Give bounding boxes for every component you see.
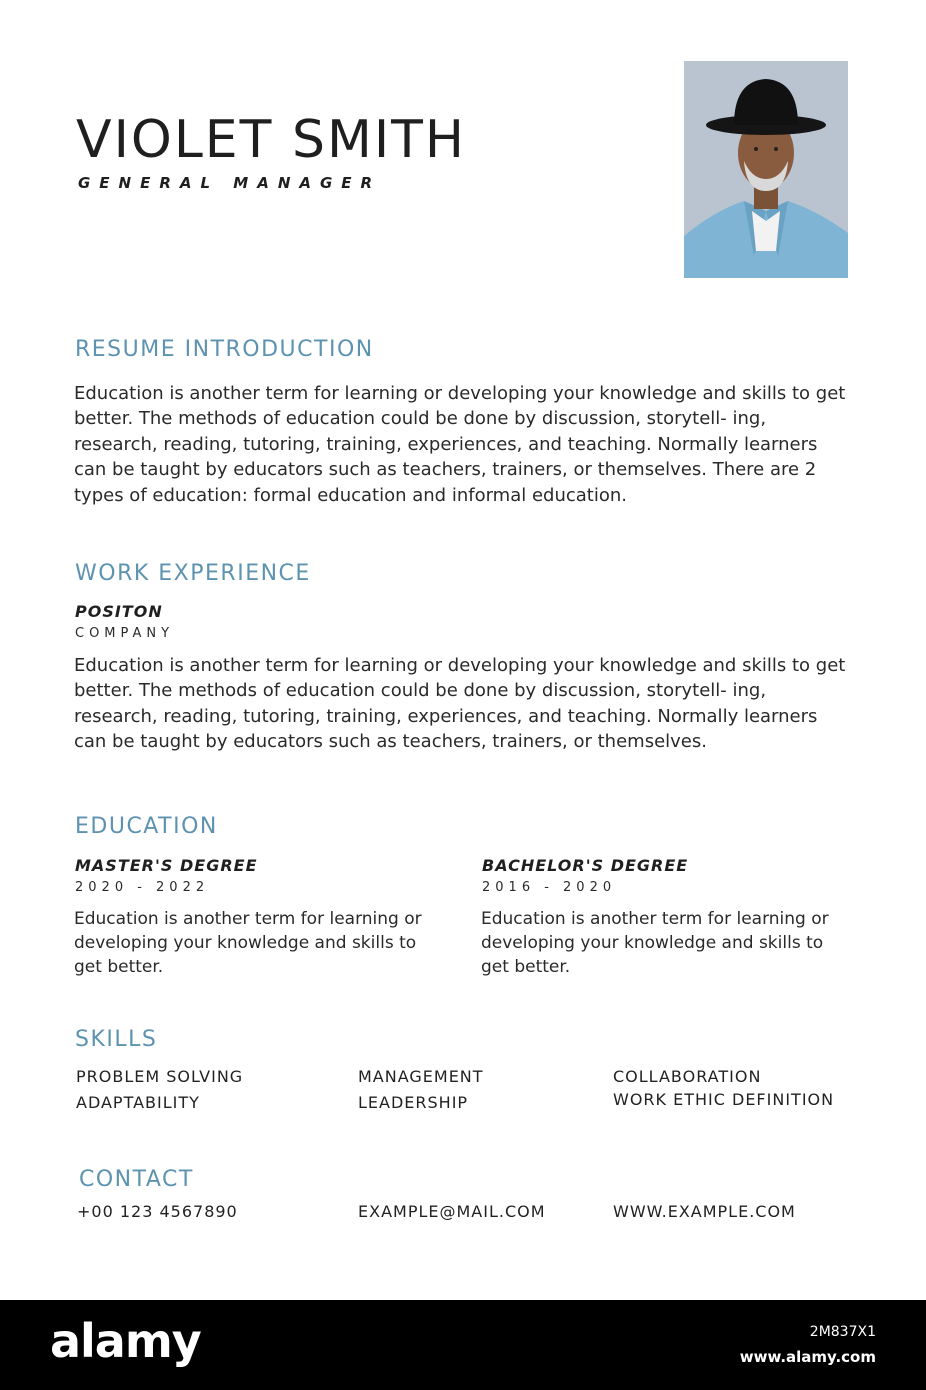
contact-heading: CONTACT	[79, 1167, 194, 1192]
person-portrait-icon	[684, 61, 848, 278]
skill-item: LEADERSHIP	[358, 1093, 469, 1112]
alamy-logo: alamy	[50, 1314, 201, 1368]
education-heading: EDUCATION	[75, 814, 218, 839]
skill-item: WORK ETHIC DEFINITION	[613, 1090, 835, 1109]
contact-email: EXAMPLE@MAIL.COM	[358, 1202, 546, 1221]
education-text-2: Education is another term for learning or developing your knowledge and skills to get better.	[481, 909, 829, 977]
skill-item: PROBLEM SOLVING	[76, 1067, 244, 1086]
education-years-1: 2020 - 2022	[75, 880, 210, 895]
skill-item: ADAPTABILITY	[76, 1093, 200, 1112]
work-position: POSITON	[75, 602, 163, 621]
candidate-name: VIOLET SMITH	[76, 110, 467, 170]
contact-phone: +00 123 4567890	[77, 1202, 238, 1221]
job-title: GENERAL MANAGER	[78, 174, 382, 192]
footer-url: www.alamy.com	[739, 1348, 876, 1366]
education-degree-2: BACHELOR'S DEGREE	[482, 856, 689, 875]
education-text-1: Education is another term for learning or developing your knowledge and skills to get better.	[74, 909, 422, 977]
watermark-footer	[0, 1300, 926, 1390]
work-experience-heading: WORK EXPERIENCE	[75, 561, 311, 586]
work-company: COMPANY	[75, 626, 175, 641]
work-experience-text: Education is another term for learning or developing your knowledge and skills to get better. The methods of education could be done by discussion, storytell- ing, research, reading, tutoring, training, experiences, and teaching. Normally learners can be taught by educators such as teachers, trainers, or themselves.	[74, 655, 846, 753]
skill-item: COLLABORATION	[613, 1067, 762, 1086]
introduction-heading: RESUME INTRODUCTION	[75, 337, 374, 362]
contact-website: WWW.EXAMPLE.COM	[613, 1202, 796, 1221]
education-years-2: 2016 - 2020	[482, 880, 617, 895]
image-id: 2M837X1	[809, 1324, 876, 1340]
education-degree-1: MASTER'S DEGREE	[75, 856, 258, 875]
introduction-text: Education is another term for learning or developing your knowledge and skills to get better. The methods of education could be done by discussion, storytell- ing, research, reading, tutoring, training, experiences, and teaching. Normally learners can be taught by educators such as teachers, trainers, or themselves. There are 2 types of education: formal education and informal education.	[74, 383, 846, 506]
skills-heading: SKILLS	[75, 1027, 158, 1052]
profile-photo	[684, 61, 848, 278]
skill-item: MANAGEMENT	[358, 1067, 484, 1086]
